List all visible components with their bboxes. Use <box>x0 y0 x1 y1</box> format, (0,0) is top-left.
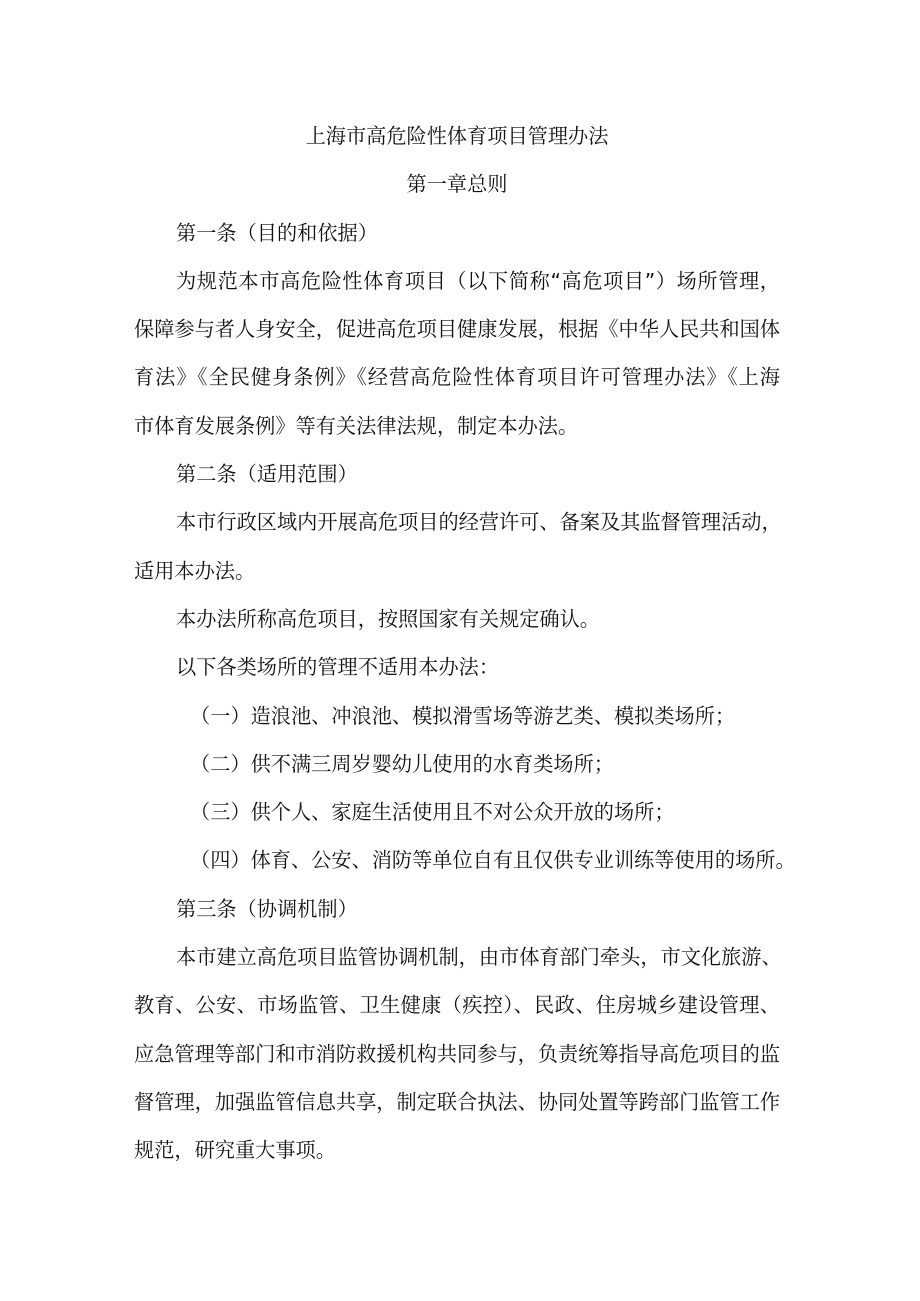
article-2-paragraph-line: 本市行政区域内开展高危项目的经营许可、备案及其监督管理活动， <box>176 510 782 535</box>
article-1-paragraph-line: 市体育发展条例》等有关法律法规，制定本办法。 <box>134 413 579 438</box>
article-2-list-item: （一）造浪池、冲浪池、模拟滑雪场等游艺类、模拟类场所； <box>190 703 736 728</box>
article-3-paragraph-line: 规范，研究重大事项。 <box>134 1138 336 1163</box>
article-1-paragraph-line: 育法》《全民健身条例》《经营高危险性体育项目许可管理办法》《上海 <box>134 365 780 390</box>
article-1-paragraph-line: 保障参与者人身安全，促进高危项目健康发展，根据《中华人民共和国体 <box>134 317 781 342</box>
article-2-paragraph: 本办法所称高危项目，按照国家有关规定确认。 <box>176 606 600 631</box>
article-2-list-item: （三）供个人、家庭生活使用且不对公众开放的场所； <box>190 800 675 825</box>
article-2-heading: 第二条（适用范围） <box>176 462 358 487</box>
document-title: 上海市高危险性体育项目管理办法 <box>305 124 609 148</box>
article-2-paragraph-line: 适用本办法。 <box>134 558 256 583</box>
article-3-paragraph-line: 本市建立高危项目监管协调机制，由市体育部门牵头，市文化旅游、 <box>176 945 782 970</box>
article-1-paragraph-line: 为规范本市高危险性体育项目（以下简称“高危项目”）场所管理， <box>176 268 780 293</box>
article-1-heading: 第一条（目的和依据） <box>176 220 378 245</box>
article-3-paragraph-line: 应急管理等部门和市消防救援机构共同参与，负责统筹指导高危项目的监 <box>134 1041 781 1066</box>
article-2-list-item: （二）供不满三周岁婴幼儿使用的水育类场所； <box>190 751 614 776</box>
article-3-paragraph-line: 教育、公安、市场监管、卫生健康（疾控）、民政、住房城乡建设管理、 <box>134 993 780 1018</box>
chapter-heading: 第一章总则 <box>406 172 508 197</box>
article-2-list-item: （四）体育、公安、消防等单位自有且仅供专业训练等使用的场所。 <box>190 848 796 873</box>
article-2-paragraph: 以下各类场所的管理不适用本办法： <box>176 655 500 680</box>
article-3-heading: 第三条（协调机制） <box>176 896 358 921</box>
document-page <box>134 112 796 1175</box>
article-3-paragraph-line: 督管理，加强监管信息共享，制定联合执法、协同处置等跨部门监管工作 <box>134 1089 781 1114</box>
